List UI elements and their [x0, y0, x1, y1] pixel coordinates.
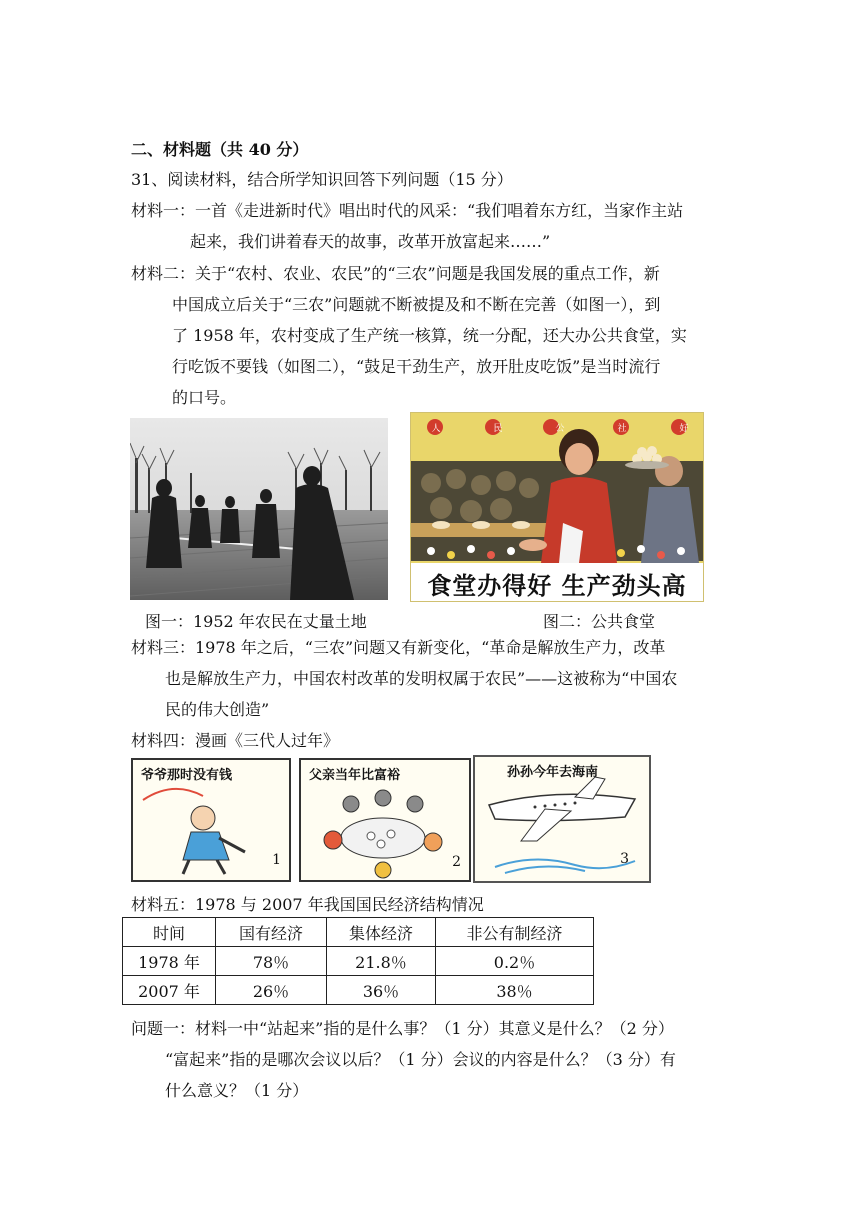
poster-banner — [429, 421, 691, 434]
material2-line1: 材料二：关于“农村、农业、农民”的“三农”问题是我国发展的重点工作，新 — [131, 264, 660, 283]
material2-line3: 了 1958 年，农村变成了生产统一核算，统一分配，还大办公共食堂，实 — [172, 326, 687, 345]
material2-line5: 的口号。 — [172, 388, 237, 407]
figure2-caption: 图二：公共食堂 — [543, 612, 656, 631]
poster-banner-char: 好 — [679, 424, 689, 434]
cartoon-panel-1 — [131, 758, 291, 882]
material2-line4: 行吃饭不要钱（如图二），“鼓足干劲生产，放开肚皮吃饭”是当时流行 — [172, 357, 661, 376]
material5-title: 材料五：1978 与 2007 年我国国民经济结构情况 — [131, 895, 484, 914]
table-header-row — [123, 918, 594, 947]
table-header: 国有经济 — [216, 918, 327, 947]
table-header: 集体经济 — [327, 918, 436, 947]
material3-line3: 民的伟大创造” — [165, 700, 270, 719]
cartoon-caption: 孙孙今年去海南 — [507, 765, 599, 780]
table-cell: 36％ — [327, 976, 436, 1005]
table-row — [123, 947, 594, 976]
question1-line2: “富起来”指的是哪次会议以后？（1 分）会议的内容是什么？（3 分）有 — [165, 1050, 676, 1069]
material3-line1: 材料三：1978 年之后，“三农”问题又有新变化，“革命是解放生产力，改革 — [131, 638, 666, 657]
cartoon-caption: 爷爷那时没有钱 — [141, 768, 233, 783]
table-cell: 26％ — [216, 976, 327, 1005]
table-cell: 0.2％ — [436, 947, 594, 976]
cartoon-number: 2 — [452, 854, 461, 870]
table-cell: 78％ — [216, 947, 327, 976]
poster-banner-char: 公 — [555, 424, 565, 434]
land-measuring-photo — [130, 418, 388, 600]
material1-line2: 起来，我们讲着春天的故事，改革开放富起来……” — [190, 232, 551, 251]
cartoon-number: 1 — [272, 852, 281, 868]
table-row — [123, 976, 594, 1005]
cartoon-panel-2 — [299, 758, 471, 882]
material3-line2: 也是解放生产力，中国农村改革的发明权属于农民”——这被称为“中国农 — [165, 669, 678, 688]
poster-banner-char: 人 — [431, 424, 441, 434]
cartoon-panel-3 — [473, 755, 651, 883]
question1-line3: 什么意义？（1 分） — [165, 1081, 309, 1100]
table-cell: 2007 年 — [123, 976, 216, 1005]
poster-slogan: 食堂办得好 生产劲头高 — [427, 572, 687, 600]
table-cell: 1978 年 — [123, 947, 216, 976]
economy-structure-table — [122, 917, 594, 1005]
table-header: 非公有制经济 — [436, 918, 594, 947]
table-header: 时间 — [123, 918, 216, 947]
figure1-caption: 图一：1952 年农民在丈量土地 — [145, 612, 367, 631]
question-intro: 31、阅读材料，结合所学知识回答下列问题（15 分） — [131, 170, 513, 189]
table-cell: 38％ — [436, 976, 594, 1005]
question1-line1: 问题一：材料一中“站起来”指的是什么事？（1 分）其意义是什么？（2 分） — [131, 1019, 674, 1038]
cartoon-caption: 父亲当年比富裕 — [309, 768, 401, 783]
cartoon-number: 3 — [620, 851, 629, 867]
material4-title: 材料四：漫画《三代人过年》 — [131, 731, 340, 750]
material1-line1: 材料一：一首《走进新时代》唱出时代的风采：“我们唱着东方红，当家作主站 — [131, 201, 684, 220]
canteen-poster — [410, 412, 704, 602]
material2-line2: 中国成立后关于“三农”问题就不断被提及和不断在完善（如图一），到 — [172, 295, 661, 314]
table-cell: 21.8％ — [327, 947, 436, 976]
poster-banner-char: 民 — [493, 424, 503, 434]
section-title: 二、材料题（共 40 分） — [131, 140, 309, 159]
poster-banner-char: 社 — [617, 424, 627, 434]
